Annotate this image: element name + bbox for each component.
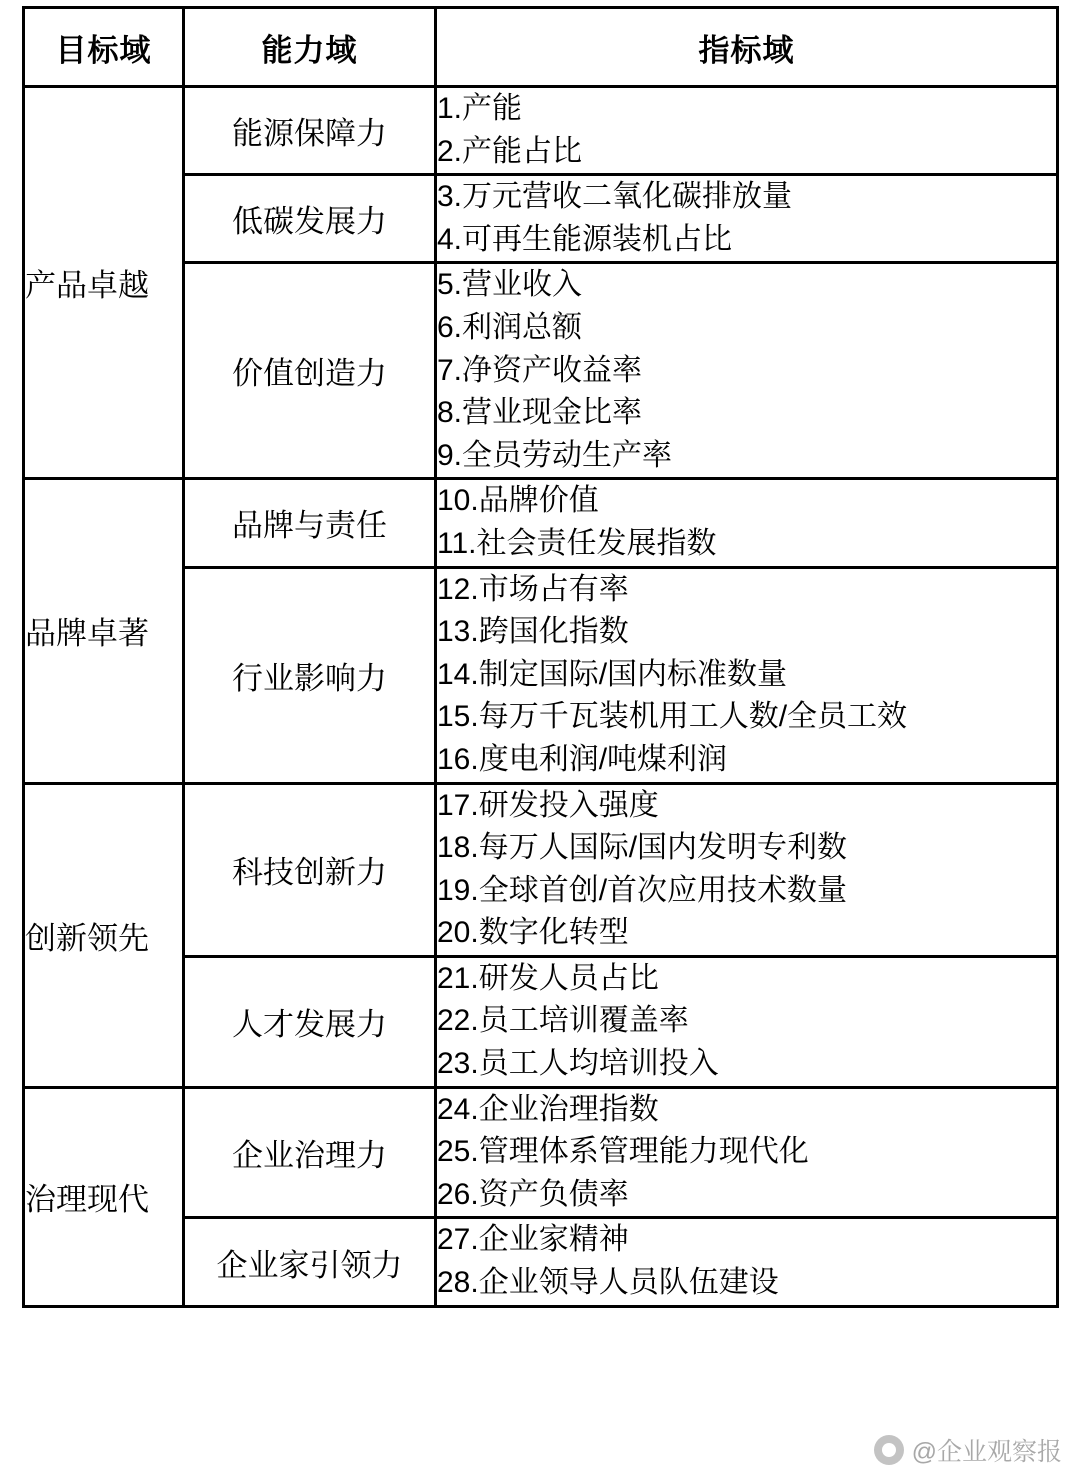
table-row [24, 479, 1058, 567]
watermark-text: @企业观察报 [911, 1438, 1062, 1466]
indicator-line: 6.利润总额 [437, 310, 583, 344]
document-page [0, 6, 1080, 1484]
capability-cell: 科技创新力 [184, 783, 436, 956]
table-row [24, 1087, 1058, 1218]
capability-cell: 能源保障力 [184, 87, 436, 175]
goal-cell: 品牌卓著 [24, 479, 184, 783]
indicator-line: 22.员工培训覆盖率 [437, 1004, 689, 1038]
indicator-line: 11.社会责任发展指数 [437, 526, 717, 560]
capability-cell: 企业家引领力 [184, 1218, 436, 1306]
indicator-line: 13.跨国化指数 [437, 615, 629, 649]
indicator-line: 5.营业收入 [437, 268, 583, 302]
goal-cell: 治理现代 [24, 1087, 184, 1306]
indicator-line: 2.产能占比 [437, 134, 583, 168]
indicator-line: 23.员工人均培训投入 [437, 1047, 719, 1081]
watermark [874, 1432, 1062, 1468]
capability-cell: 行业影响力 [184, 567, 436, 783]
goal-cell: 产品卓越 [24, 87, 184, 479]
capability-cell: 低碳发展力 [184, 175, 436, 263]
indicator-line: 26.资产负债率 [437, 1177, 629, 1211]
table-row [24, 783, 1058, 956]
indicator-cell [436, 263, 1058, 479]
indicator-cell [436, 175, 1058, 263]
capability-cell: 品牌与责任 [184, 479, 436, 567]
table-header-row [24, 8, 1058, 87]
column-header-capability: 能力域 [184, 8, 436, 87]
indicator-line: 19.全球首创/首次应用技术数量 [437, 873, 848, 907]
capability-cell: 企业治理力 [184, 1087, 436, 1218]
indicator-cell [436, 567, 1058, 783]
indicator-line: 15.每万千瓦装机用工人数/全员工效 [437, 700, 908, 734]
indicator-line: 18.每万人国际/国内发明专利数 [437, 831, 848, 865]
indicator-line: 24.企业治理指数 [437, 1092, 659, 1126]
goal-cell: 创新领先 [24, 783, 184, 1087]
indicator-line: 25.管理体系管理能力现代化 [437, 1135, 809, 1169]
indicator-line: 20.数字化转型 [437, 916, 629, 950]
indicator-cell [436, 87, 1058, 175]
capability-cell: 人才发展力 [184, 956, 436, 1087]
indicator-line: 7.净资产收益率 [437, 353, 643, 387]
indicator-line: 21.研发人员占比 [437, 961, 659, 995]
indicator-matrix-table [22, 6, 1059, 1308]
indicator-cell [436, 479, 1058, 567]
column-header-indicator: 指标域 [436, 8, 1058, 87]
indicator-line: 12.市场占有率 [437, 572, 629, 606]
indicator-line: 3.万元营收二氧化碳排放量 [437, 180, 793, 214]
indicator-line: 17.研发投入强度 [437, 788, 659, 822]
indicator-line: 9.全员劳动生产率 [437, 438, 673, 472]
indicator-cell [436, 956, 1058, 1087]
indicator-line: 14.制定国际/国内标准数量 [437, 657, 788, 691]
indicator-line: 28.企业领导人员队伍建设 [437, 1266, 779, 1300]
indicator-cell [436, 1087, 1058, 1218]
indicator-cell [436, 783, 1058, 956]
indicator-line: 10.品牌价值 [437, 484, 599, 518]
table-row [24, 87, 1058, 175]
table-body [24, 87, 1058, 1307]
indicator-line: 1.产能 [437, 92, 523, 125]
column-header-goal: 目标域 [24, 8, 184, 87]
watermark-logo-icon [874, 1435, 904, 1465]
indicator-line: 8.营业现金比率 [437, 396, 643, 430]
capability-cell: 价值创造力 [184, 263, 436, 479]
indicator-cell [436, 1218, 1058, 1306]
indicator-line: 27.企业家精神 [437, 1223, 629, 1257]
indicator-line: 4.可再生能源装机占比 [437, 222, 733, 256]
indicator-line: 16.度电利润/吨煤利润 [437, 742, 728, 776]
